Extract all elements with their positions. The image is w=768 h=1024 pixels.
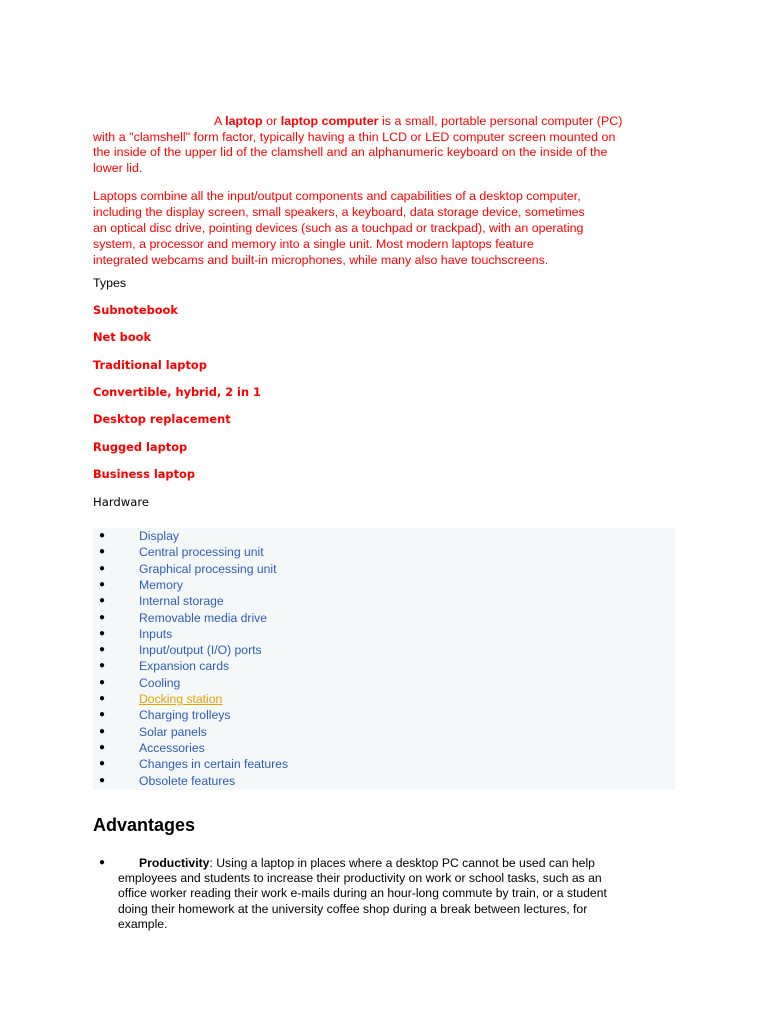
advantage-line: employees and students to increase their productivity on work or school tasks, such as an (118, 871, 602, 886)
list-item (93, 724, 675, 740)
hardware-link-obsolete-features[interactable]: Obsolete features (139, 773, 236, 788)
intro-line: is a small, portable personal computer (PC) (378, 114, 623, 128)
hardware-link-io-ports[interactable]: Input/output (I/O) ports (139, 643, 262, 658)
advantage-line-text: : Using a laptop in places where a desktop PC cannot be used can help (209, 856, 595, 870)
hardware-link-cpu[interactable]: Central processing unit (139, 545, 264, 560)
hardware-link-removable-media[interactable]: Removable media drive (139, 610, 268, 625)
advantage-line: example. (118, 916, 168, 931)
bullet-icon: ● (99, 562, 106, 574)
intro-line: the inside of the upper lid of the clamshell and an alphanumeric keyboard on the inside of the (93, 145, 608, 160)
type-item-netbook: Net book (93, 330, 152, 344)
list-item (93, 561, 675, 577)
bullet-icon: ● (99, 611, 106, 623)
bullet-icon: ● (99, 709, 106, 721)
type-item-rugged-laptop: Rugged laptop (93, 440, 188, 454)
hardware-link-internal-storage[interactable]: Internal storage (139, 594, 224, 609)
intro-line: with a "clamshell" form factor, typically having a thin LCD or LED computer screen mounted on (93, 129, 616, 144)
bullet-icon: ● (99, 758, 106, 770)
hardware-link-memory[interactable]: Memory (139, 577, 184, 592)
hardware-link-docking-station[interactable]: Docking station (139, 692, 223, 706)
bullet-icon: ● (99, 857, 106, 868)
bullet-icon: ● (99, 595, 106, 607)
list-item (93, 675, 675, 691)
hardware-link-display[interactable]: Display (139, 529, 179, 543)
list-item (93, 610, 675, 626)
type-item-convertible: Convertible, hybrid, 2 in 1 (93, 385, 261, 399)
hardware-link-expansion-cards[interactable]: Expansion cards (139, 659, 230, 674)
type-item-traditional-laptop: Traditional laptop (93, 358, 207, 372)
bullet-icon: ● (99, 546, 106, 558)
hardware-heading: Hardware (93, 495, 149, 509)
bullet-icon: ● (99, 693, 106, 704)
paragraph-line: integrated webcams and built-in microphones, while many also have touchscreens. (93, 253, 549, 267)
list-item (93, 577, 675, 593)
intro-paragraph (93, 114, 668, 176)
list-item (93, 691, 675, 707)
bullet-icon: ● (99, 774, 106, 786)
hardware-link-changes-features[interactable]: Changes in certain features (139, 757, 289, 772)
type-item-subnotebook: Subnotebook (93, 303, 178, 317)
advantage-text (118, 856, 658, 932)
advantages-heading: Advantages (93, 815, 196, 835)
types-heading: Types (93, 276, 127, 290)
bullet-icon: ● (99, 660, 106, 672)
list-item (93, 544, 675, 560)
hardware-link-cooling[interactable]: Cooling (139, 675, 181, 690)
type-item-desktop-replacement: Desktop replacement (93, 412, 231, 426)
bullet-icon: ● (99, 741, 106, 753)
list-item (93, 756, 675, 772)
paragraph-line: system, a processor and memory into a single unit. Most modern laptops feature (93, 237, 534, 251)
type-item-business-laptop: Business laptop (93, 467, 196, 481)
bullet-icon: ● (99, 627, 106, 639)
list-item (93, 642, 675, 658)
list-item (93, 707, 675, 723)
advantage-line (118, 856, 658, 871)
advantage-line: doing their homework at the university coffee shop during a break between lectures, for (118, 901, 588, 916)
list-item (93, 658, 675, 674)
list-item (93, 773, 675, 789)
intro-term-laptop-computer: laptop computer (280, 114, 379, 128)
intro-pre: A (214, 114, 226, 128)
hardware-link-charging-trolleys[interactable]: Charging trolleys (139, 708, 231, 723)
hardware-link-inputs[interactable]: Inputs (139, 626, 173, 641)
intro-line: lower lid. (93, 160, 143, 175)
bullet-icon: ● (99, 644, 106, 656)
paragraph-line: including the display screen, small speakers, a keyboard, data storage device, sometimes (93, 205, 585, 219)
bullet-icon: ● (99, 676, 106, 688)
bullet-icon: ● (99, 530, 106, 541)
intro-mid: or (262, 114, 281, 128)
bullet-icon: ● (99, 725, 106, 737)
list-item (93, 740, 675, 756)
list-item (93, 528, 675, 544)
list-item (93, 593, 675, 609)
capabilities-paragraph (93, 188, 653, 268)
hardware-list-panel (93, 528, 675, 790)
hardware-link-accessories[interactable]: Accessories (139, 740, 205, 755)
bullet-icon: ● (99, 578, 106, 590)
paragraph-line: an optical disc drive, pointing devices (such as a touchpad or trackpad), with an operating (93, 221, 584, 235)
advantage-line: office worker reading their work e-mails during an hour-long commute by train, or a student (118, 886, 607, 901)
intro-term-laptop: laptop (225, 114, 263, 128)
hardware-link-gpu[interactable]: Graphical processing unit (139, 561, 277, 576)
hardware-link-solar-panels[interactable]: Solar panels (139, 724, 207, 739)
list-item (93, 626, 675, 642)
paragraph-line: Laptops combine all the input/output components and capabilities of a desktop computer, (93, 189, 581, 203)
advantage-term: Productivity (139, 856, 210, 870)
